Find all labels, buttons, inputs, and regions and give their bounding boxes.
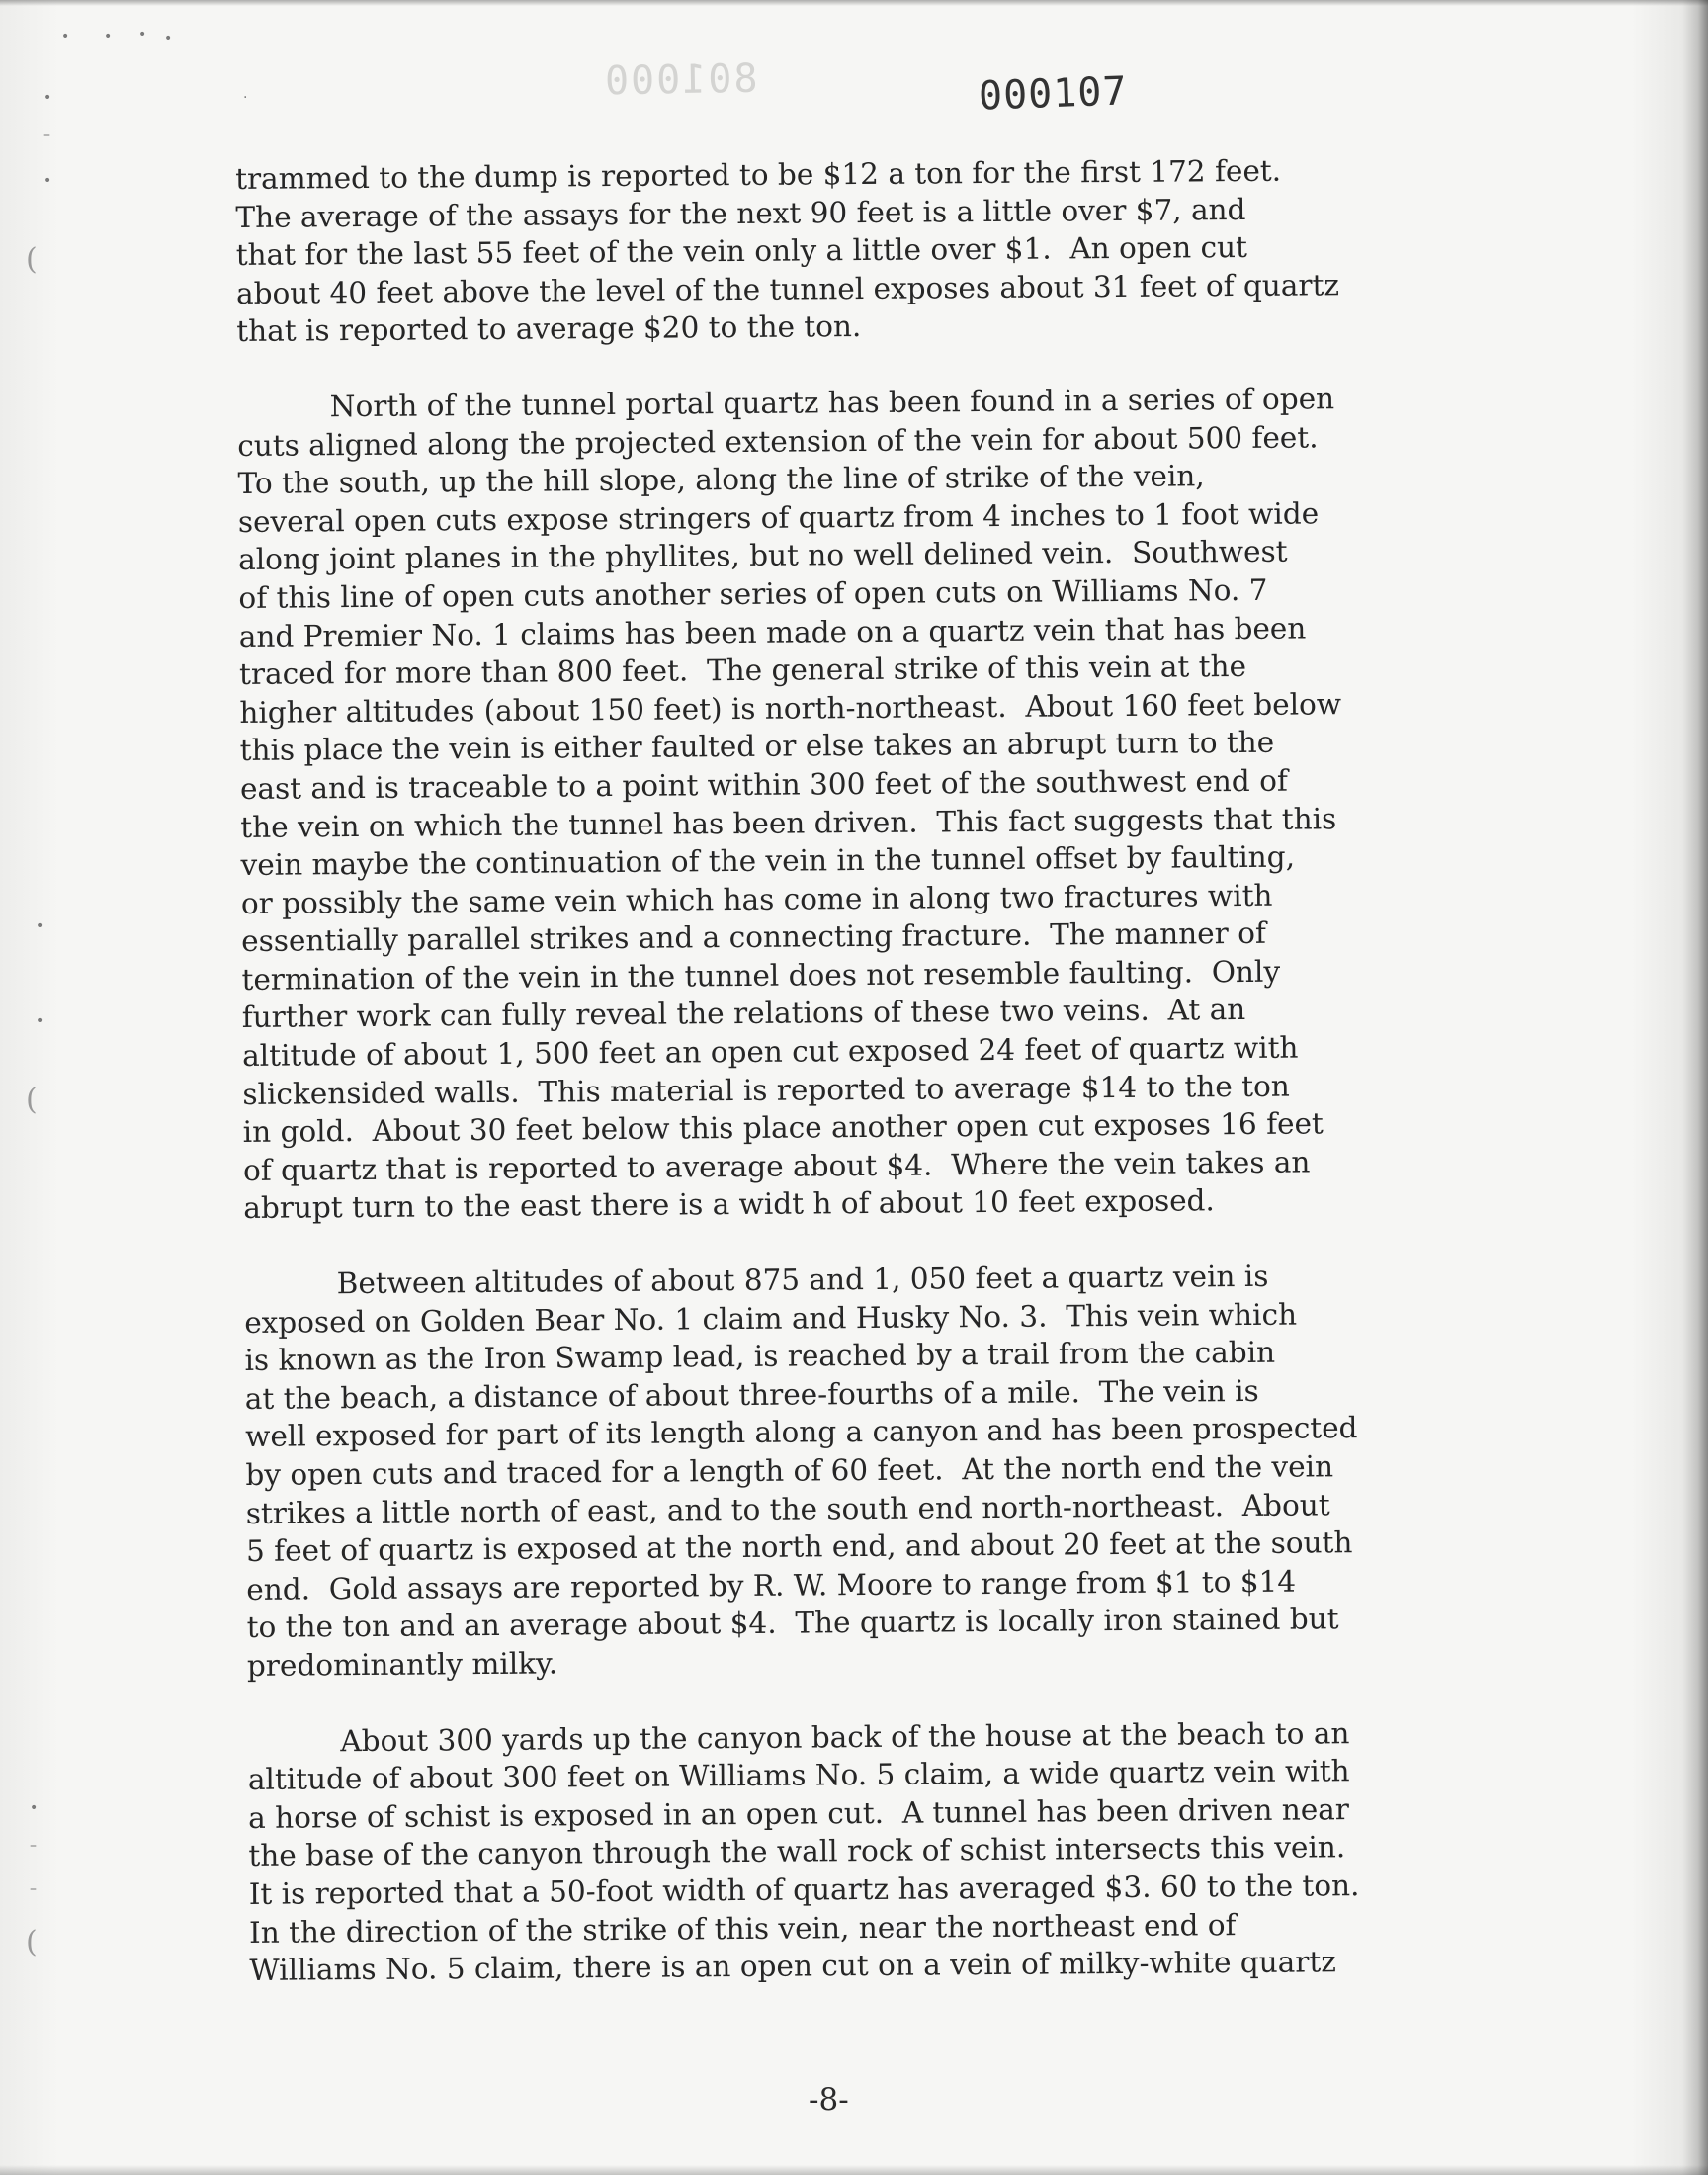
text-line: altitude of about 300 feet on Williams No. 5 claim, a wide quartz vein with bbox=[247, 1754, 1350, 1797]
scan-speck: – bbox=[30, 1881, 37, 1897]
text-line: or possibly the same vein which has come in along two fractures with bbox=[240, 878, 1273, 920]
text-line: that for the last 55 feet of the vein only a little over $1. An open cut bbox=[235, 230, 1248, 273]
scan-speck: • bbox=[36, 1013, 44, 1029]
text-line: predominantly milky. bbox=[246, 1646, 558, 1683]
binder-hole-mark: ( bbox=[26, 1083, 38, 1117]
page-top-shadow bbox=[0, 0, 1708, 6]
document-number: 000107 bbox=[978, 68, 1129, 120]
body-text bbox=[235, 150, 1544, 1990]
text-line: 5 feet of quartz is exposed at the north end, and about 20 feet at the south bbox=[245, 1525, 1353, 1569]
scan-speck: • bbox=[104, 29, 113, 44]
text-line: slickensided walls. This material is reported to average $14 to the ton bbox=[242, 1069, 1290, 1111]
text-line: along joint planes in the phyllites, but no well delined vein. Southwest bbox=[238, 534, 1288, 577]
page-right-shadow bbox=[1682, 0, 1708, 2175]
text-line: and Premier No. 1 claims has been made on a quartz vein that has been bbox=[238, 611, 1307, 653]
text-line: about 40 feet above the level of the tunnel exposes about 31 feet of quartz bbox=[235, 268, 1340, 310]
text-line: It is reported that a 50-foot width of quartz has averaged $3. 60 to the ton. bbox=[248, 1869, 1360, 1911]
paragraph-4 bbox=[247, 1712, 1544, 1989]
text-line: of quartz that is reported to average about $4. Where the vein takes an bbox=[242, 1145, 1311, 1187]
text-line: cuts aligned along the projected extension of the vein for about 500 feet. bbox=[237, 419, 1319, 463]
paragraph-1 bbox=[235, 150, 1531, 351]
text-line: Williams No. 5 claim, there is an open cut on a vein of milky-white quartz bbox=[249, 1945, 1336, 1988]
text-line: About 300 yards up the canyon back of the house at the beach to an bbox=[247, 1715, 1350, 1759]
binder-hole-mark: ( bbox=[26, 1925, 38, 1959]
text-line: exposed on Golden Bear No. 1 claim and Husky No. 3. This vein which bbox=[244, 1297, 1298, 1340]
text-line: the base of the canyon through the wall rock of schist intersects this vein. bbox=[248, 1830, 1346, 1873]
text-line: North of the tunnel portal quartz has been found in a series of open bbox=[236, 382, 1335, 424]
text-line: altitude of about 1, 500 feet an open cut exposed 24 feet of quartz with bbox=[241, 1030, 1299, 1074]
text-line: a horse of schist is exposed in an open cut. A tunnel has been driven near bbox=[248, 1791, 1350, 1835]
text-line: to the ton and an average about $4. The quartz is locally iron stained but bbox=[246, 1602, 1339, 1645]
scan-speck: • bbox=[30, 1800, 39, 1816]
page-bottom-shadow bbox=[0, 2165, 1708, 2175]
text-line: is known as the Iron Swamp lead, is reached by a trail from the cabin bbox=[244, 1335, 1276, 1378]
text-line: The average of the assays for the next 90 feet is a little over $7, and bbox=[235, 192, 1246, 234]
text-line: further work can fully reveal the relations of these two veins. At an bbox=[241, 993, 1246, 1035]
text-line: end. Gold assays are reported by R. W. Moore to range from $1 to $14 bbox=[246, 1564, 1297, 1607]
text-line: Between altitudes of about 875 and 1, 050 feet a quartz vein is bbox=[243, 1259, 1269, 1301]
scan-speck: • bbox=[138, 27, 147, 43]
paragraph-3 bbox=[244, 1256, 1542, 1686]
scan-speck: – bbox=[43, 128, 50, 143]
text-line: trammed to the dump is reported to be $12 a ton for the first 172 feet. bbox=[235, 153, 1282, 196]
scan-speck: · bbox=[243, 90, 248, 106]
scan-speck: • bbox=[164, 31, 173, 46]
scan-speck: • bbox=[36, 918, 44, 934]
text-line: the vein on which the tunnel has been driven. This fact suggests that this bbox=[240, 801, 1337, 844]
text-line: vein maybe the continuation of the vein in the tunnel offset by faulting, bbox=[240, 839, 1296, 883]
text-line: at the beach, a distance of about three-fourths of a mile. The vein is bbox=[244, 1373, 1259, 1416]
scan-speck: • bbox=[61, 29, 70, 44]
scan-speck: • bbox=[43, 90, 52, 106]
text-line: of this line of open cuts another series of open cuts on Williams No. 7 bbox=[238, 572, 1268, 615]
text-line: traced for more than 800 feet. The general strike of this vein at the bbox=[238, 650, 1247, 692]
text-line: essentially parallel strikes and a connecting fracture. The manner of bbox=[241, 916, 1266, 959]
text-line: termination of the vein in the tunnel does not resemble faulting. Only bbox=[241, 954, 1281, 997]
scan-speck: – bbox=[30, 1838, 37, 1854]
paragraph-2 bbox=[237, 379, 1539, 1228]
text-line: strikes a little north of east, and to the south end north-northeast. About bbox=[245, 1487, 1330, 1530]
page-number: -8- bbox=[809, 2082, 849, 2118]
text-line: by open cuts and traced for a length of 60 feet. At the north end the vein bbox=[245, 1449, 1334, 1492]
text-line: abrupt turn to the east there is a widt h of about 10 feet exposed. bbox=[243, 1183, 1215, 1226]
binder-hole-mark: ( bbox=[26, 242, 38, 277]
text-line: In the direction of the strike of this vein, near the northeast end of bbox=[248, 1907, 1237, 1950]
text-line: well exposed for part of its length along a canyon and has been prospected bbox=[245, 1411, 1358, 1454]
text-line: in gold. About 30 feet below this place another open cut exposes 16 feet bbox=[242, 1106, 1324, 1150]
bleed-through-number: 801000 bbox=[602, 55, 758, 105]
scan-speck: • bbox=[43, 173, 52, 189]
text-line: east and is traceable to a point within 300 feet of the southwest end of bbox=[239, 763, 1288, 806]
text-line: To the south, up the hill slope, along the line of strike of the vein, bbox=[237, 459, 1205, 501]
text-line: higher altitudes (about 150 feet) is north-northeast. About 160 feet below bbox=[239, 686, 1342, 730]
text-line: several open cuts expose stringers of quartz from 4 inches to 1 foot wide bbox=[237, 496, 1320, 539]
text-line: this place the vein is either faulted or else takes an abrupt turn to the bbox=[239, 726, 1275, 768]
text-line: that is reported to average $20 to the ton. bbox=[236, 309, 862, 349]
